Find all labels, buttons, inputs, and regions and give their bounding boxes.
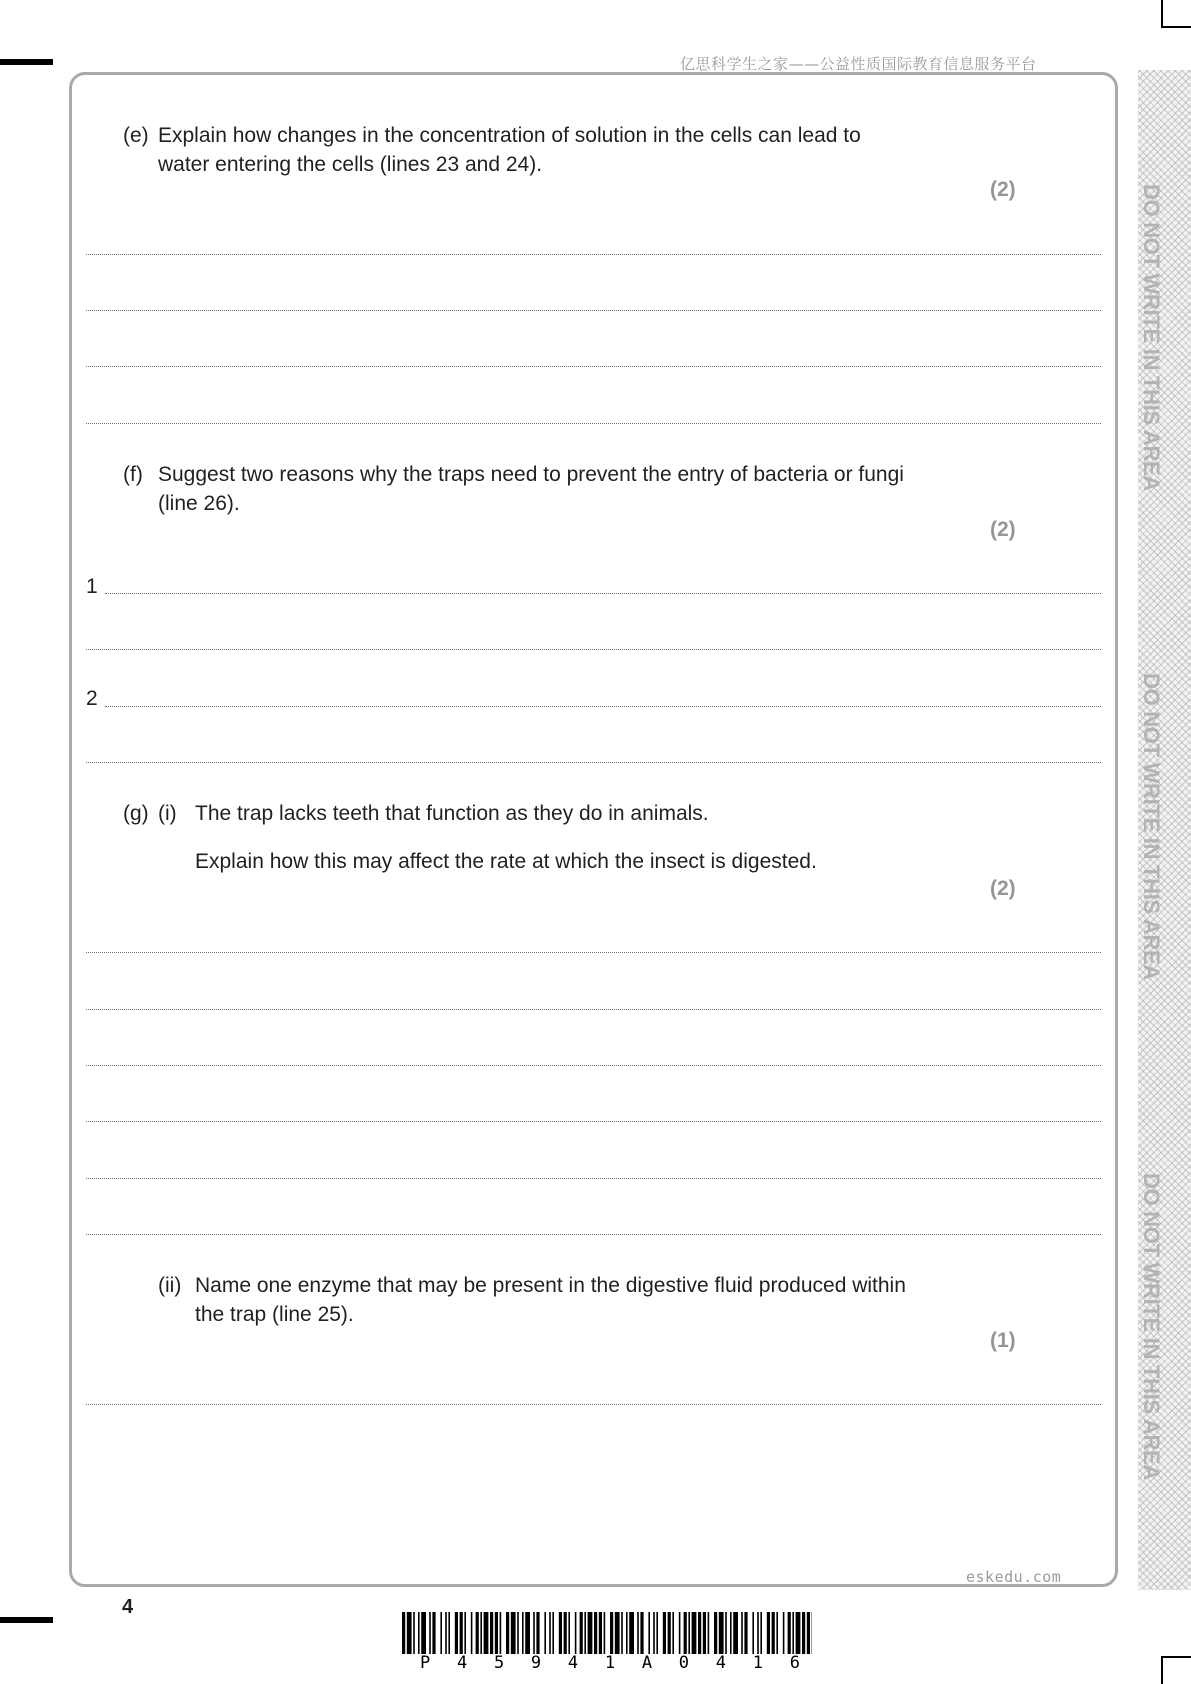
barcode-char: 4 [715,1653,726,1673]
header-watermark: 亿思科学生之家——公益性质国际教育信息服务平台 [680,55,1037,73]
question-text: Explain how this may affect the rate at which the insect is digested. [195,850,817,873]
answer-line[interactable] [86,423,1101,424]
crop-mark-bottom-right-h [1161,1656,1191,1658]
answer-line[interactable] [86,1009,1101,1010]
crop-mark-top-right-h [1161,26,1191,28]
question-text: (line 26). [158,492,240,515]
answer-line[interactable] [86,310,1101,311]
question-g-ii [158,1271,988,1329]
answer-line[interactable] [86,1121,1101,1122]
barcode-char: A [641,1653,653,1673]
answer-line[interactable] [86,1404,1101,1405]
question-label: (g) [123,802,149,825]
question-label: (f) [123,463,143,486]
barcode-char: 4 [456,1653,468,1673]
question-e [123,121,983,179]
question-text: The trap lacks teeth that function as they do in animals. [195,802,709,825]
marks-indicator: (2) [990,518,1016,541]
answer-line[interactable] [86,1065,1101,1066]
crop-mark-top-left [0,59,53,65]
answer-number: 2 [86,687,98,710]
question-text: the trap (line 25). [195,1303,354,1326]
answer-line[interactable] [105,706,1101,707]
footer-watermark: eskedu.com [966,1568,1062,1586]
page-number: 4 [122,1596,134,1618]
question-text: Suggest two reasons why the traps need to prevent the entry of bacteria or fungi [158,463,904,486]
question-label: (e) [123,124,149,147]
answer-line[interactable] [105,593,1101,594]
question-text: Explain how changes in the concentration of solution in the cells can lead to [158,124,861,147]
crop-mark-bottom-left [0,1617,53,1623]
answer-line[interactable] [86,254,1101,255]
barcode-char: 9 [530,1653,542,1673]
do-not-write-label: DO NOT WRITE IN THIS AREA [1139,1173,1164,1481]
barcode-char: 1 [752,1653,763,1673]
barcode-text [420,1653,800,1673]
do-not-write-label: DO NOT WRITE IN THIS AREA [1139,673,1164,981]
answer-line[interactable] [86,952,1101,953]
marks-indicator: (1) [990,1329,1016,1352]
question-sublabel: (i) [158,802,177,825]
barcode-char: 0 [678,1653,690,1673]
answer-line[interactable] [86,1234,1101,1235]
answer-line[interactable] [86,1178,1101,1179]
crop-mark-bottom-right [1161,1658,1163,1684]
question-f [123,460,983,518]
barcode-char: P [420,1653,431,1673]
question-text: Name one enzyme that may be present in the digestive fluid produced within [195,1274,906,1297]
answer-line[interactable] [86,762,1101,763]
do-not-write-label: DO NOT WRITE IN THIS AREA [1139,184,1164,492]
marks-indicator: (2) [990,877,1016,900]
answer-line[interactable] [86,649,1101,650]
barcode-char: 4 [567,1653,579,1673]
barcode [402,1612,812,1654]
barcode-char: 6 [789,1653,800,1673]
question-g-i [123,799,983,876]
answer-number: 1 [86,575,98,598]
crop-mark-top-right [1161,0,1163,26]
barcode-char: 5 [493,1653,505,1673]
question-text: water entering the cells (lines 23 and 24). [158,153,543,176]
question-sublabel: (ii) [158,1274,182,1297]
marks-indicator: (2) [990,178,1016,201]
barcode-char: 1 [604,1653,616,1673]
answer-line[interactable] [86,366,1101,367]
